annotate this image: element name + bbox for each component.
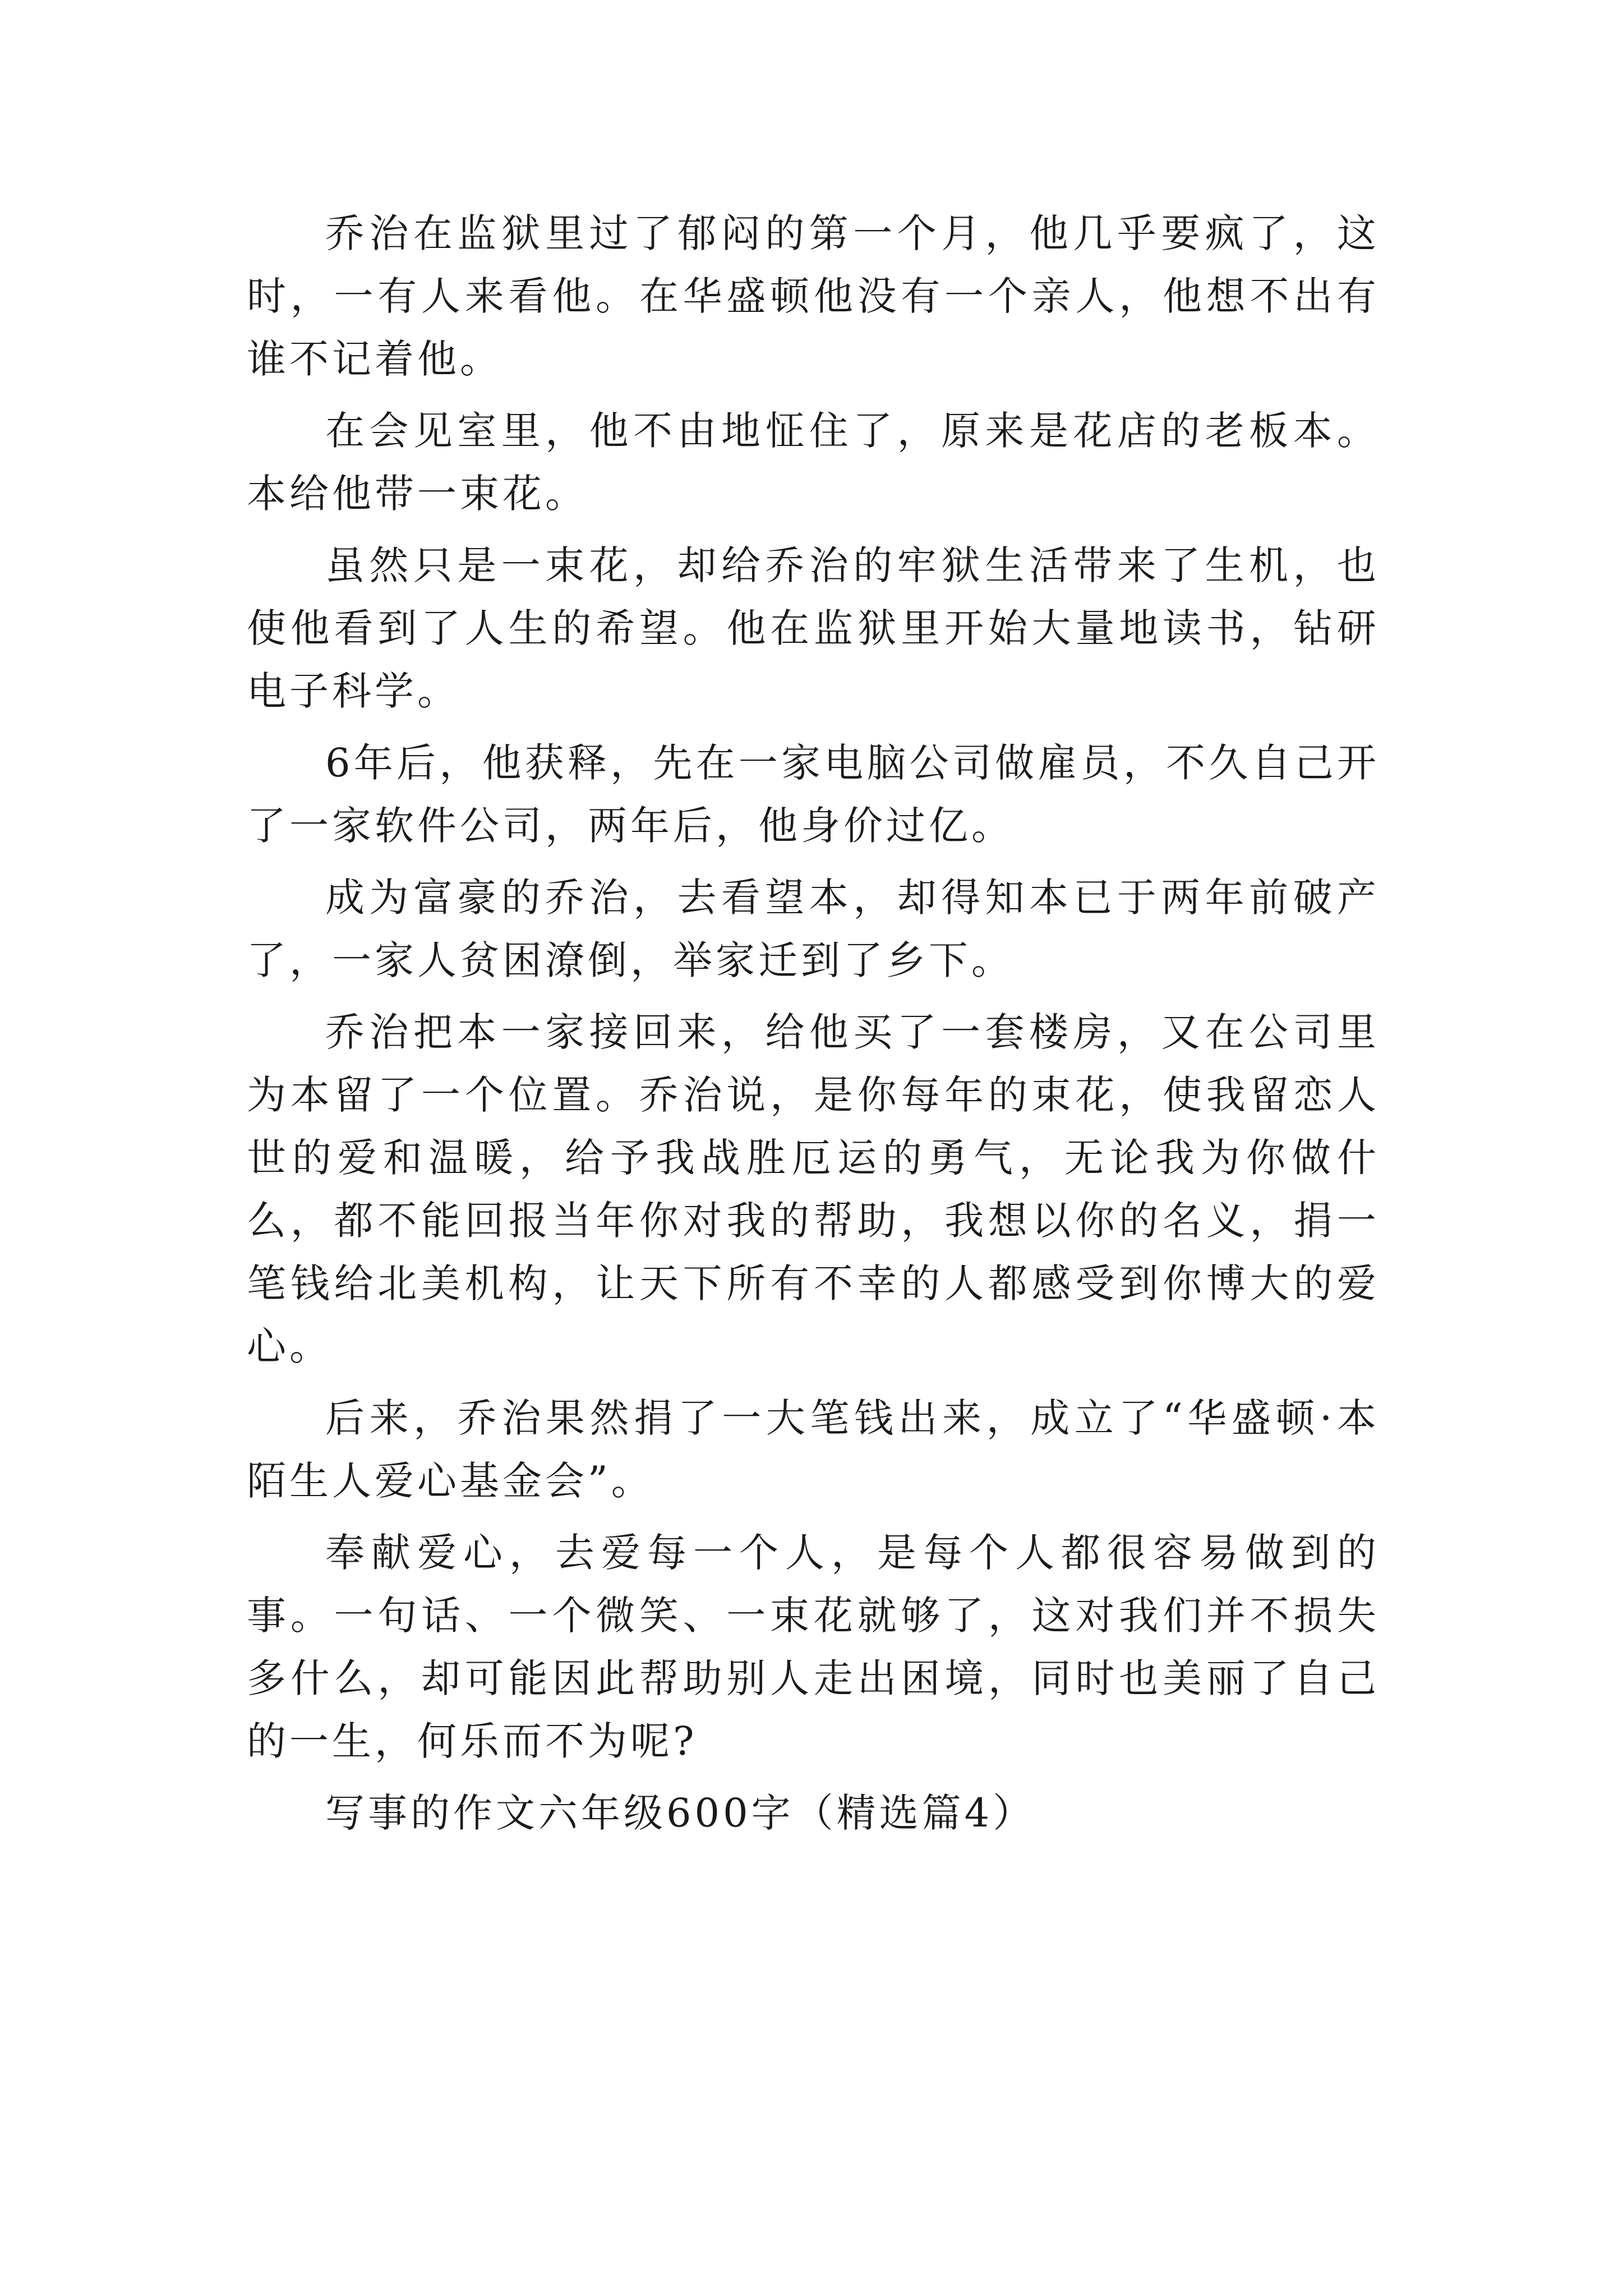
section-heading: 写事的作文六年级600字（精选篇4） [325, 1790, 1036, 1836]
paragraph-flower-hope: 虽然只是一束花，却给乔治的牢狱生活带来了生机，也使他看到了人生的希望。他在监狱里开始大量地读书，钻研电子科学。 [247, 542, 1380, 714]
paragraph-release: 6年后，他获释，先在一家电脑公司做雇员，不久自己开了一家软件公司，两年后，他身价过亿。 [247, 740, 1380, 849]
paragraph-visit-ben: 成为富豪的乔治，去看望本，却得知本已于两年前破产了，一家人贫困潦倒，举家迁到了乡下。 [247, 875, 1380, 983]
paragraph-prison-visit: 乔治在监狱里过了郁闷的第一个月，他几乎要疯了，这时，一有人来看他。在华盛顿他没有一个亲人，他想不出有谁不记着他。 [247, 210, 1380, 382]
document-page [247, 202, 1380, 1853]
paragraph-repayment: 乔治把本一家接回来，给他买了一套楼房，又在公司里为本留了一个位置。乔治说，是你每年的束花，使我留恋人世的爱和温暖，给予我战胜厄运的勇气，无论我为你做什么，都不能回报当年你对我的帮助，我想以你的名义，捐一笔钱给北美机构，让天下所有不幸的人都感受到你博大的爱心。 [247, 1009, 1380, 1369]
paragraph-foundation: 后来，乔治果然捐了一大笔钱出来，成立了“华盛顿·本陌生人爱心基金会”。 [247, 1395, 1380, 1504]
paragraph-meeting-room: 在会见室里，他不由地怔住了，原来是花店的老板本。本给他带一束花。 [247, 408, 1380, 517]
paragraph-conclusion: 奉献爱心，去爱每一个人，是每个人都很容易做到的事。一句话、一个微笑、一束花就够了，这对我们并不损失多什么，却可能因此帮助别人走出困境，同时也美丽了自己的一生，何乐而不为呢? [247, 1530, 1380, 1764]
